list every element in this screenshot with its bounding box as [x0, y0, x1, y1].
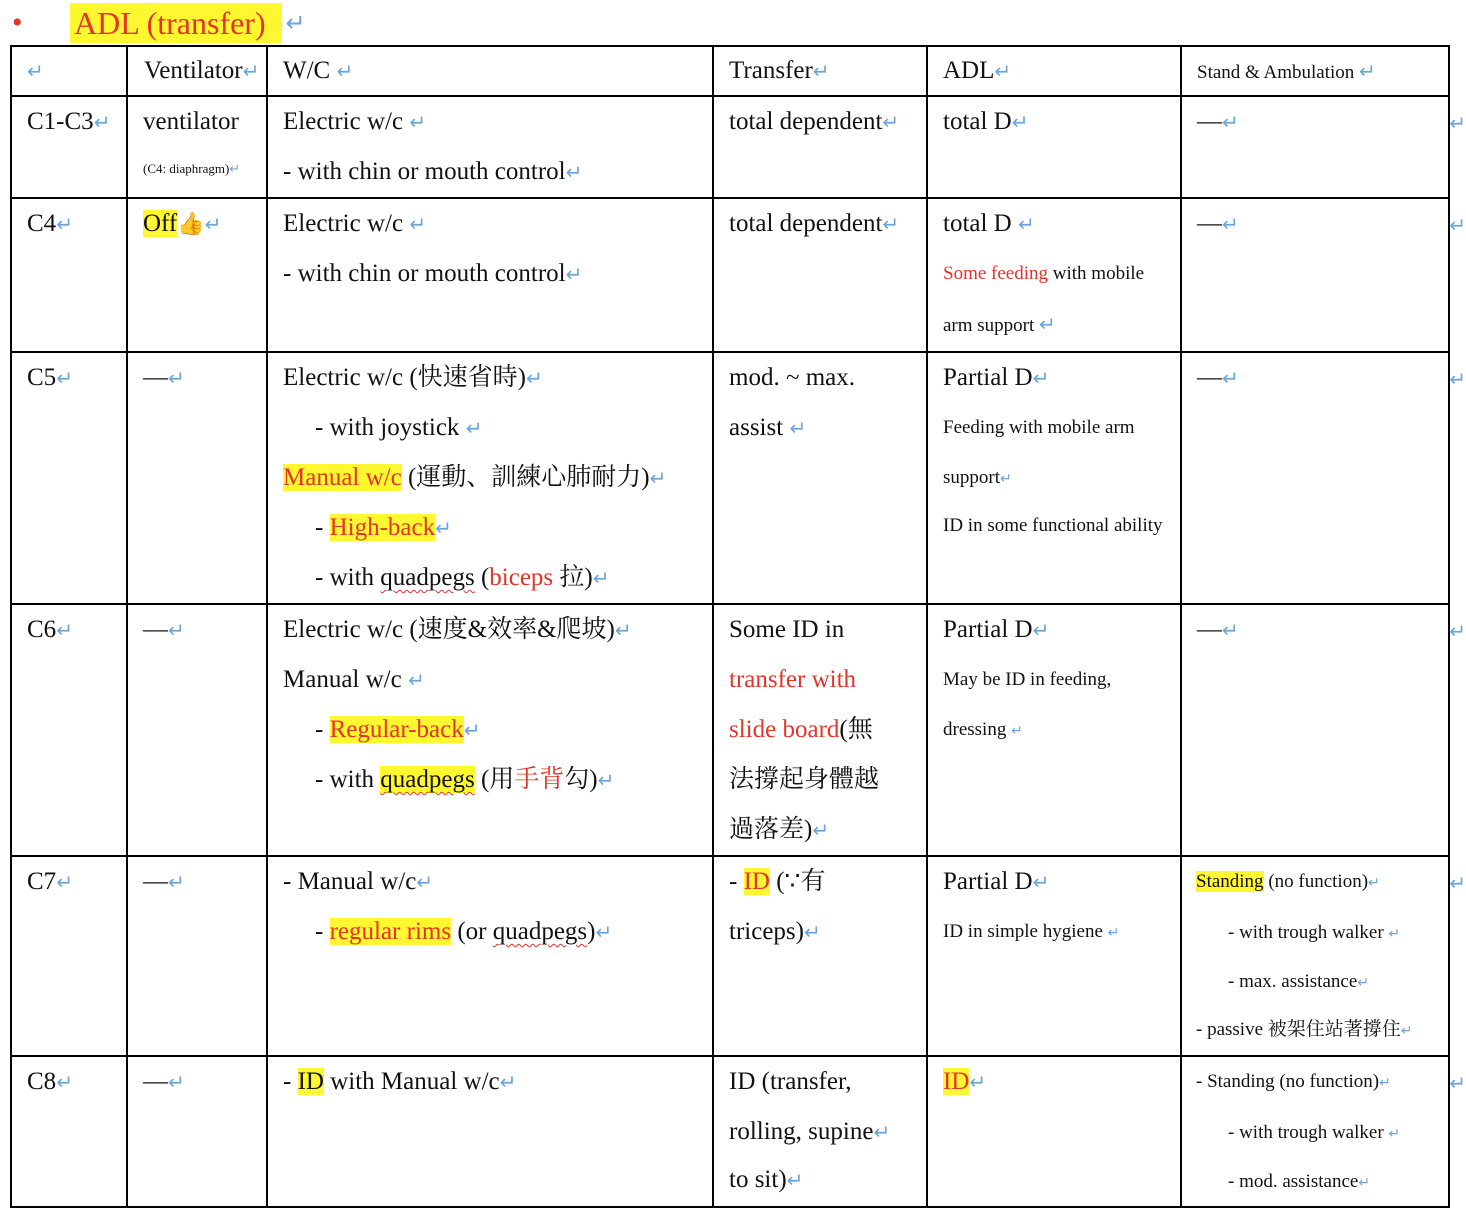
cell-text [143, 1057, 266, 1107]
cell-text [143, 147, 266, 192]
paragraph-mark-icon: ↵ [1222, 366, 1239, 390]
cell-text: Ventilator [144, 57, 243, 84]
cell-text [283, 147, 712, 197]
cell-text [1196, 1159, 1448, 1206]
cell-text: quadpegs [380, 564, 475, 591]
cell-text [729, 805, 926, 855]
page-title: ADL (transfer) [70, 3, 282, 43]
cell-text [27, 605, 126, 655]
cell-text: ventilator [143, 108, 239, 135]
cell-text: — [143, 1068, 168, 1095]
cell-text: C6 [27, 616, 57, 643]
cell-text [283, 553, 712, 603]
cell-text [1196, 1057, 1448, 1108]
transfer-cell [713, 352, 927, 604]
cell-text [943, 705, 1180, 756]
cell-text: assist [729, 414, 784, 441]
cell-text [283, 755, 712, 805]
cell-text: ID in some functional ability [943, 515, 1163, 536]
paragraph-mark-icon: ↵ [1388, 1126, 1401, 1142]
cell-text [943, 299, 1180, 351]
row-end-mark-icon: ↵ [1449, 213, 1466, 237]
cell-text: 拉) [553, 564, 593, 591]
paragraph-mark-icon: ↵ [204, 212, 222, 236]
cell-text: - [315, 716, 330, 743]
cell-text: — [1197, 210, 1222, 237]
paragraph-mark-icon: ↵ [565, 262, 583, 286]
cell-text [1197, 605, 1448, 655]
cell-text: ADL [943, 57, 995, 84]
header-wc [267, 46, 713, 96]
cell-text: mod. ~ max. [729, 364, 856, 391]
title-row [12, 2, 306, 44]
cell-text [1197, 199, 1448, 249]
cell-text: Some ID in [729, 616, 845, 643]
paragraph-mark-icon: ↵ [812, 59, 830, 83]
stand-cell [1181, 198, 1466, 352]
thumbs-up-icon: 👍 [177, 212, 205, 237]
cell-text: Some feeding [943, 263, 1049, 284]
cell-text [27, 199, 126, 249]
paragraph-mark-icon: ↵ [525, 366, 543, 390]
paragraph-mark-icon: ↵ [592, 566, 610, 590]
header-transfer [713, 46, 927, 96]
cell-text [27, 97, 126, 147]
cell-text [143, 199, 266, 250]
paragraph-mark-icon: ↵ [229, 162, 241, 177]
paragraph-mark-icon: ↵ [565, 160, 583, 184]
wc-cell [267, 352, 713, 604]
cell-text [283, 97, 712, 147]
paragraph-mark-icon: ↵ [1018, 212, 1035, 236]
cell-text: ID in simple hygiene [943, 921, 1103, 942]
transfer-cell [713, 198, 927, 352]
cell-text: total D [943, 210, 1012, 237]
cell-text: Partial D [943, 868, 1033, 895]
cell-text: - [729, 868, 744, 895]
paragraph-mark-icon: ↵ [56, 870, 73, 894]
paragraph-mark-icon: ↵ [93, 110, 111, 134]
wc-cell [267, 198, 713, 352]
cell-text: - mod. assistance [1228, 1171, 1359, 1192]
adl-cell [927, 198, 1181, 352]
cell-text: - with joystick [315, 414, 460, 441]
cell-text [729, 705, 926, 755]
paragraph-mark-icon: ↵ [1222, 212, 1239, 236]
cell-text: 勾) [564, 766, 598, 793]
cell-text: quadpegs [380, 766, 475, 793]
cell-text [27, 353, 126, 403]
cell-text: W/C [283, 57, 331, 84]
cell-text [283, 907, 712, 957]
cell-text: — [1197, 364, 1222, 391]
paragraph-mark-icon: ↵ [597, 768, 615, 792]
paragraph-mark-icon: ↵ [56, 212, 73, 236]
cell-text: with mobile [1048, 263, 1145, 284]
row-end-mark-icon: ↵ [1449, 111, 1466, 135]
cell-text: dressing [943, 719, 1007, 740]
cell-text: - with chin or mouth control [283, 158, 566, 185]
paragraph-mark-icon: ↵ [1368, 875, 1380, 891]
adl-cell [927, 1056, 1181, 1207]
cell-text: - max. assistance [1228, 971, 1358, 992]
header-adl [927, 46, 1181, 96]
ventilator-cell [127, 856, 267, 1056]
header-ventilator [127, 46, 267, 96]
cell-text: Manual w/c [283, 666, 402, 693]
cell-text: total dependent [729, 108, 883, 135]
paragraph-mark-icon: ↵ [499, 1070, 517, 1094]
paragraph-mark-icon: ↵ [416, 870, 434, 894]
paragraph-mark-icon: ↵ [1222, 110, 1239, 134]
row-end-mark-icon: ↵ [1449, 1071, 1466, 1095]
cell-text: ID [743, 868, 770, 895]
level-cell [11, 96, 127, 198]
table-row [11, 96, 1449, 198]
paragraph-mark-icon: ↵ [56, 1070, 73, 1094]
cell-text: May be ID in feeding, [943, 669, 1112, 690]
wc-cell [267, 96, 713, 198]
cell-text: — [143, 364, 168, 391]
ventilator-cell [127, 198, 267, 352]
cell-text: Electric w/c [283, 210, 404, 237]
cell-text: ( [474, 564, 490, 591]
cell-text [283, 249, 712, 299]
cell-text: 過落差) [729, 816, 813, 843]
cell-text [1196, 959, 1448, 1006]
cell-text: C5 [27, 364, 57, 391]
paragraph-mark-icon: ↵ [994, 59, 1012, 83]
paragraph-mark-icon: ↵ [1107, 925, 1120, 941]
transfer-cell [713, 96, 927, 198]
cell-text: C4 [27, 210, 57, 237]
ventilator-cell [127, 96, 267, 198]
paragraph-mark-icon: ↵ [649, 466, 667, 490]
cell-text: Regular-back [329, 716, 464, 743]
paragraph-mark-icon: ↵ [56, 366, 73, 390]
paragraph-mark-icon: ↵ [463, 718, 481, 742]
cell-text [27, 857, 126, 907]
cell-text [283, 403, 712, 453]
cell-text [729, 857, 926, 907]
cell-text [27, 1057, 126, 1107]
cell-text [729, 1157, 926, 1203]
stand-cell [1181, 96, 1466, 198]
wc-cell [267, 856, 713, 1056]
cell-text [283, 199, 712, 249]
cell-text: 手背 [514, 766, 565, 793]
paragraph-mark-icon: ↵ [285, 9, 306, 37]
level-cell [11, 604, 127, 856]
header-row [11, 46, 1449, 96]
cell-text [283, 705, 712, 755]
cell-text: with Manual w/c [323, 1068, 500, 1095]
paragraph-mark-icon: ↵ [789, 416, 807, 440]
paragraph-mark-icon: ↵ [1359, 58, 1376, 83]
paragraph-mark-icon: ↵ [409, 212, 427, 236]
cell-text [943, 97, 1180, 147]
level-cell [11, 198, 127, 352]
cell-text: Electric w/c (快速省時) [283, 364, 526, 391]
row-end-mark-icon: ↵ [1449, 619, 1466, 643]
row-end-mark-icon: ↵ [1449, 871, 1466, 895]
cell-text: - [283, 1068, 298, 1095]
cell-text: Standing [1196, 871, 1264, 892]
paragraph-mark-icon: ↵ [882, 212, 900, 236]
paragraph-mark-icon: ↵ [873, 1120, 891, 1144]
cell-text [729, 907, 926, 957]
cell-text: (no function) [1263, 871, 1369, 892]
transfer-cell [713, 604, 927, 856]
level-cell [11, 1056, 127, 1207]
adl-cell [927, 856, 1181, 1056]
cell-text: Manual w/c [283, 464, 402, 491]
cell-text: ID (transfer, [729, 1068, 852, 1095]
paragraph-mark-icon: ↵ [56, 618, 73, 642]
cell-text: C8 [27, 1068, 57, 1095]
cell-text [1196, 857, 1448, 908]
cell-text: - [315, 918, 330, 945]
cell-text: Off [143, 210, 178, 237]
cell-text: ) [587, 918, 596, 945]
table-row [11, 352, 1449, 604]
table-row [11, 198, 1449, 352]
adl-table [10, 45, 1466, 1208]
paragraph-mark-icon: ↵ [1357, 975, 1369, 991]
cell-text: total dependent [729, 210, 883, 237]
cell-text: (or [451, 918, 493, 945]
header-stand-ambulation [1181, 46, 1449, 96]
paragraph-mark-icon: ↵ [1011, 110, 1029, 134]
cell-text: - with [315, 766, 381, 793]
cell-text: arm support [943, 315, 1035, 336]
paragraph-mark-icon: ↵ [969, 1070, 987, 1094]
cell-text: (用 [474, 766, 515, 793]
cell-text: Partial D [943, 616, 1033, 643]
paragraph-mark-icon: ↵ [1011, 723, 1023, 739]
cell-text: C1-C3 [27, 108, 94, 135]
cell-text: - with trough walker [1228, 922, 1384, 943]
table-row [11, 1056, 1449, 1207]
cell-text: transfer with [729, 666, 857, 693]
paragraph-mark-icon: ↵ [27, 59, 44, 83]
stand-cell [1181, 1056, 1466, 1207]
cell-text: High-back [329, 514, 436, 541]
cell-text [283, 503, 712, 553]
paragraph-mark-icon: ↵ [168, 366, 185, 390]
paragraph-mark-icon: ↵ [1032, 870, 1050, 894]
cell-text [943, 453, 1180, 504]
cell-text: biceps [489, 564, 554, 591]
cell-text: - Standing (no function) [1196, 1071, 1380, 1092]
cell-text [1197, 353, 1448, 403]
paragraph-mark-icon: ↵ [407, 668, 425, 692]
cell-text: Feeding with mobile arm [943, 417, 1135, 438]
cell-text [729, 199, 926, 249]
cell-text [1197, 97, 1448, 147]
ventilator-cell [127, 1056, 267, 1207]
transfer-cell [713, 856, 927, 1056]
adl-cell [927, 96, 1181, 198]
cell-text [943, 249, 1180, 299]
paragraph-mark-icon: ↵ [786, 1168, 804, 1192]
paragraph-mark-icon: ↵ [465, 416, 483, 440]
cell-text [11, 46, 1449, 96]
cell-text: Electric w/c [283, 108, 404, 135]
cell-text [11, 96, 1466, 1207]
cell-text [283, 353, 712, 403]
cell-text: ID [943, 1068, 970, 1095]
paragraph-mark-icon: ↵ [435, 516, 452, 540]
cell-text [283, 655, 712, 705]
paragraph-mark-icon: ↵ [168, 618, 185, 642]
cell-text [283, 1057, 712, 1107]
cell-text [283, 453, 712, 503]
adl-cell [927, 604, 1181, 856]
cell-text [943, 353, 1180, 403]
paragraph-mark-icon: ↵ [242, 59, 260, 83]
cell-text [943, 857, 1180, 907]
header-level [11, 46, 127, 96]
cell-text [1196, 908, 1448, 959]
cell-text: - passive 被架住站著撐住 [1196, 1019, 1401, 1040]
cell-text: (無 [839, 716, 873, 743]
cell-text: regular rims [329, 918, 452, 945]
stand-cell [1181, 352, 1466, 604]
paragraph-mark-icon: ↵ [1388, 926, 1401, 942]
cell-text: 法撐起身體越 [729, 766, 880, 793]
cell-text: — [143, 868, 168, 895]
paragraph-mark-icon: ↵ [1379, 1075, 1391, 1091]
transfer-cell [713, 1056, 927, 1207]
cell-text: - with chin or mouth control [283, 260, 566, 287]
cell-text: - with [315, 564, 381, 591]
ventilator-cell [127, 352, 267, 604]
cell-text: total D [943, 108, 1012, 135]
cell-text [283, 605, 712, 655]
paragraph-mark-icon: ↵ [336, 59, 354, 83]
cell-text: — [1197, 616, 1222, 643]
adl-cell [927, 352, 1181, 604]
level-cell [11, 352, 127, 604]
cell-text: Stand & Ambulation [1197, 61, 1355, 83]
paragraph-mark-icon: ↵ [409, 110, 427, 134]
cell-text: - [315, 514, 330, 541]
cell-text [1196, 1006, 1448, 1055]
cell-text: (C4: diaphragm) [143, 161, 230, 176]
cell-text [729, 97, 926, 147]
cell-text: slide board [729, 716, 840, 743]
paragraph-mark-icon: ↵ [1222, 618, 1239, 642]
paragraph-mark-icon: ↵ [614, 618, 632, 642]
cell-text [143, 605, 266, 655]
level-cell [11, 856, 127, 1056]
cell-text: quadpegs [492, 918, 588, 945]
paragraph-mark-icon: ↵ [1032, 366, 1050, 390]
paragraph-mark-icon: ↵ [1032, 618, 1050, 642]
cell-text [943, 605, 1180, 655]
cell-text: ID [297, 1068, 324, 1095]
table-row [11, 856, 1449, 1056]
paragraph-mark-icon: ↵ [1000, 471, 1012, 487]
cell-text: — [1197, 108, 1222, 135]
table-row [11, 604, 1449, 856]
wc-cell [267, 604, 713, 856]
cell-text [143, 353, 266, 403]
cell-text: (∵有 [769, 868, 826, 895]
cell-text [1196, 1108, 1448, 1159]
paragraph-mark-icon: ↵ [1400, 1023, 1413, 1039]
cell-text: (運動、訓練心肺耐力) [401, 464, 650, 491]
cell-text: rolling, supine [729, 1118, 874, 1145]
cell-text: — [143, 616, 168, 643]
paragraph-mark-icon: ↵ [882, 110, 900, 134]
cell-text: Electric w/c (速度&效率&爬坡) [283, 616, 615, 643]
cell-text: C7 [27, 868, 57, 895]
cell-text: Transfer [729, 57, 813, 84]
cell-text: triceps) [729, 918, 804, 945]
cell-text [143, 857, 266, 907]
ventilator-cell [127, 604, 267, 856]
row-end-mark-icon: ↵ [1449, 367, 1466, 391]
cell-text [729, 1107, 926, 1157]
cell-text: - Manual w/c [283, 868, 417, 895]
paragraph-mark-icon: ↵ [1039, 312, 1056, 336]
cell-text [943, 1057, 1180, 1107]
cell-text [943, 199, 1180, 249]
paragraph-mark-icon: ↵ [168, 1070, 185, 1094]
paragraph-mark-icon: ↵ [812, 818, 830, 842]
cell-text: support [943, 467, 1000, 488]
cell-text: to sit) [729, 1166, 787, 1193]
cell-text [943, 907, 1180, 958]
cell-text: Partial D [943, 364, 1033, 391]
paragraph-mark-icon: ↵ [168, 870, 185, 894]
stand-cell [1181, 856, 1466, 1056]
paragraph-mark-icon: ↵ [1358, 1175, 1371, 1191]
paragraph-mark-icon: ↵ [803, 920, 821, 944]
cell-text [283, 857, 712, 907]
wc-cell [267, 1056, 713, 1207]
cell-text: - with trough walker [1228, 1122, 1384, 1143]
stand-cell [1181, 604, 1466, 856]
bullet-icon: • [12, 6, 23, 39]
cell-text [729, 403, 926, 453]
paragraph-mark-icon: ↵ [595, 920, 613, 944]
